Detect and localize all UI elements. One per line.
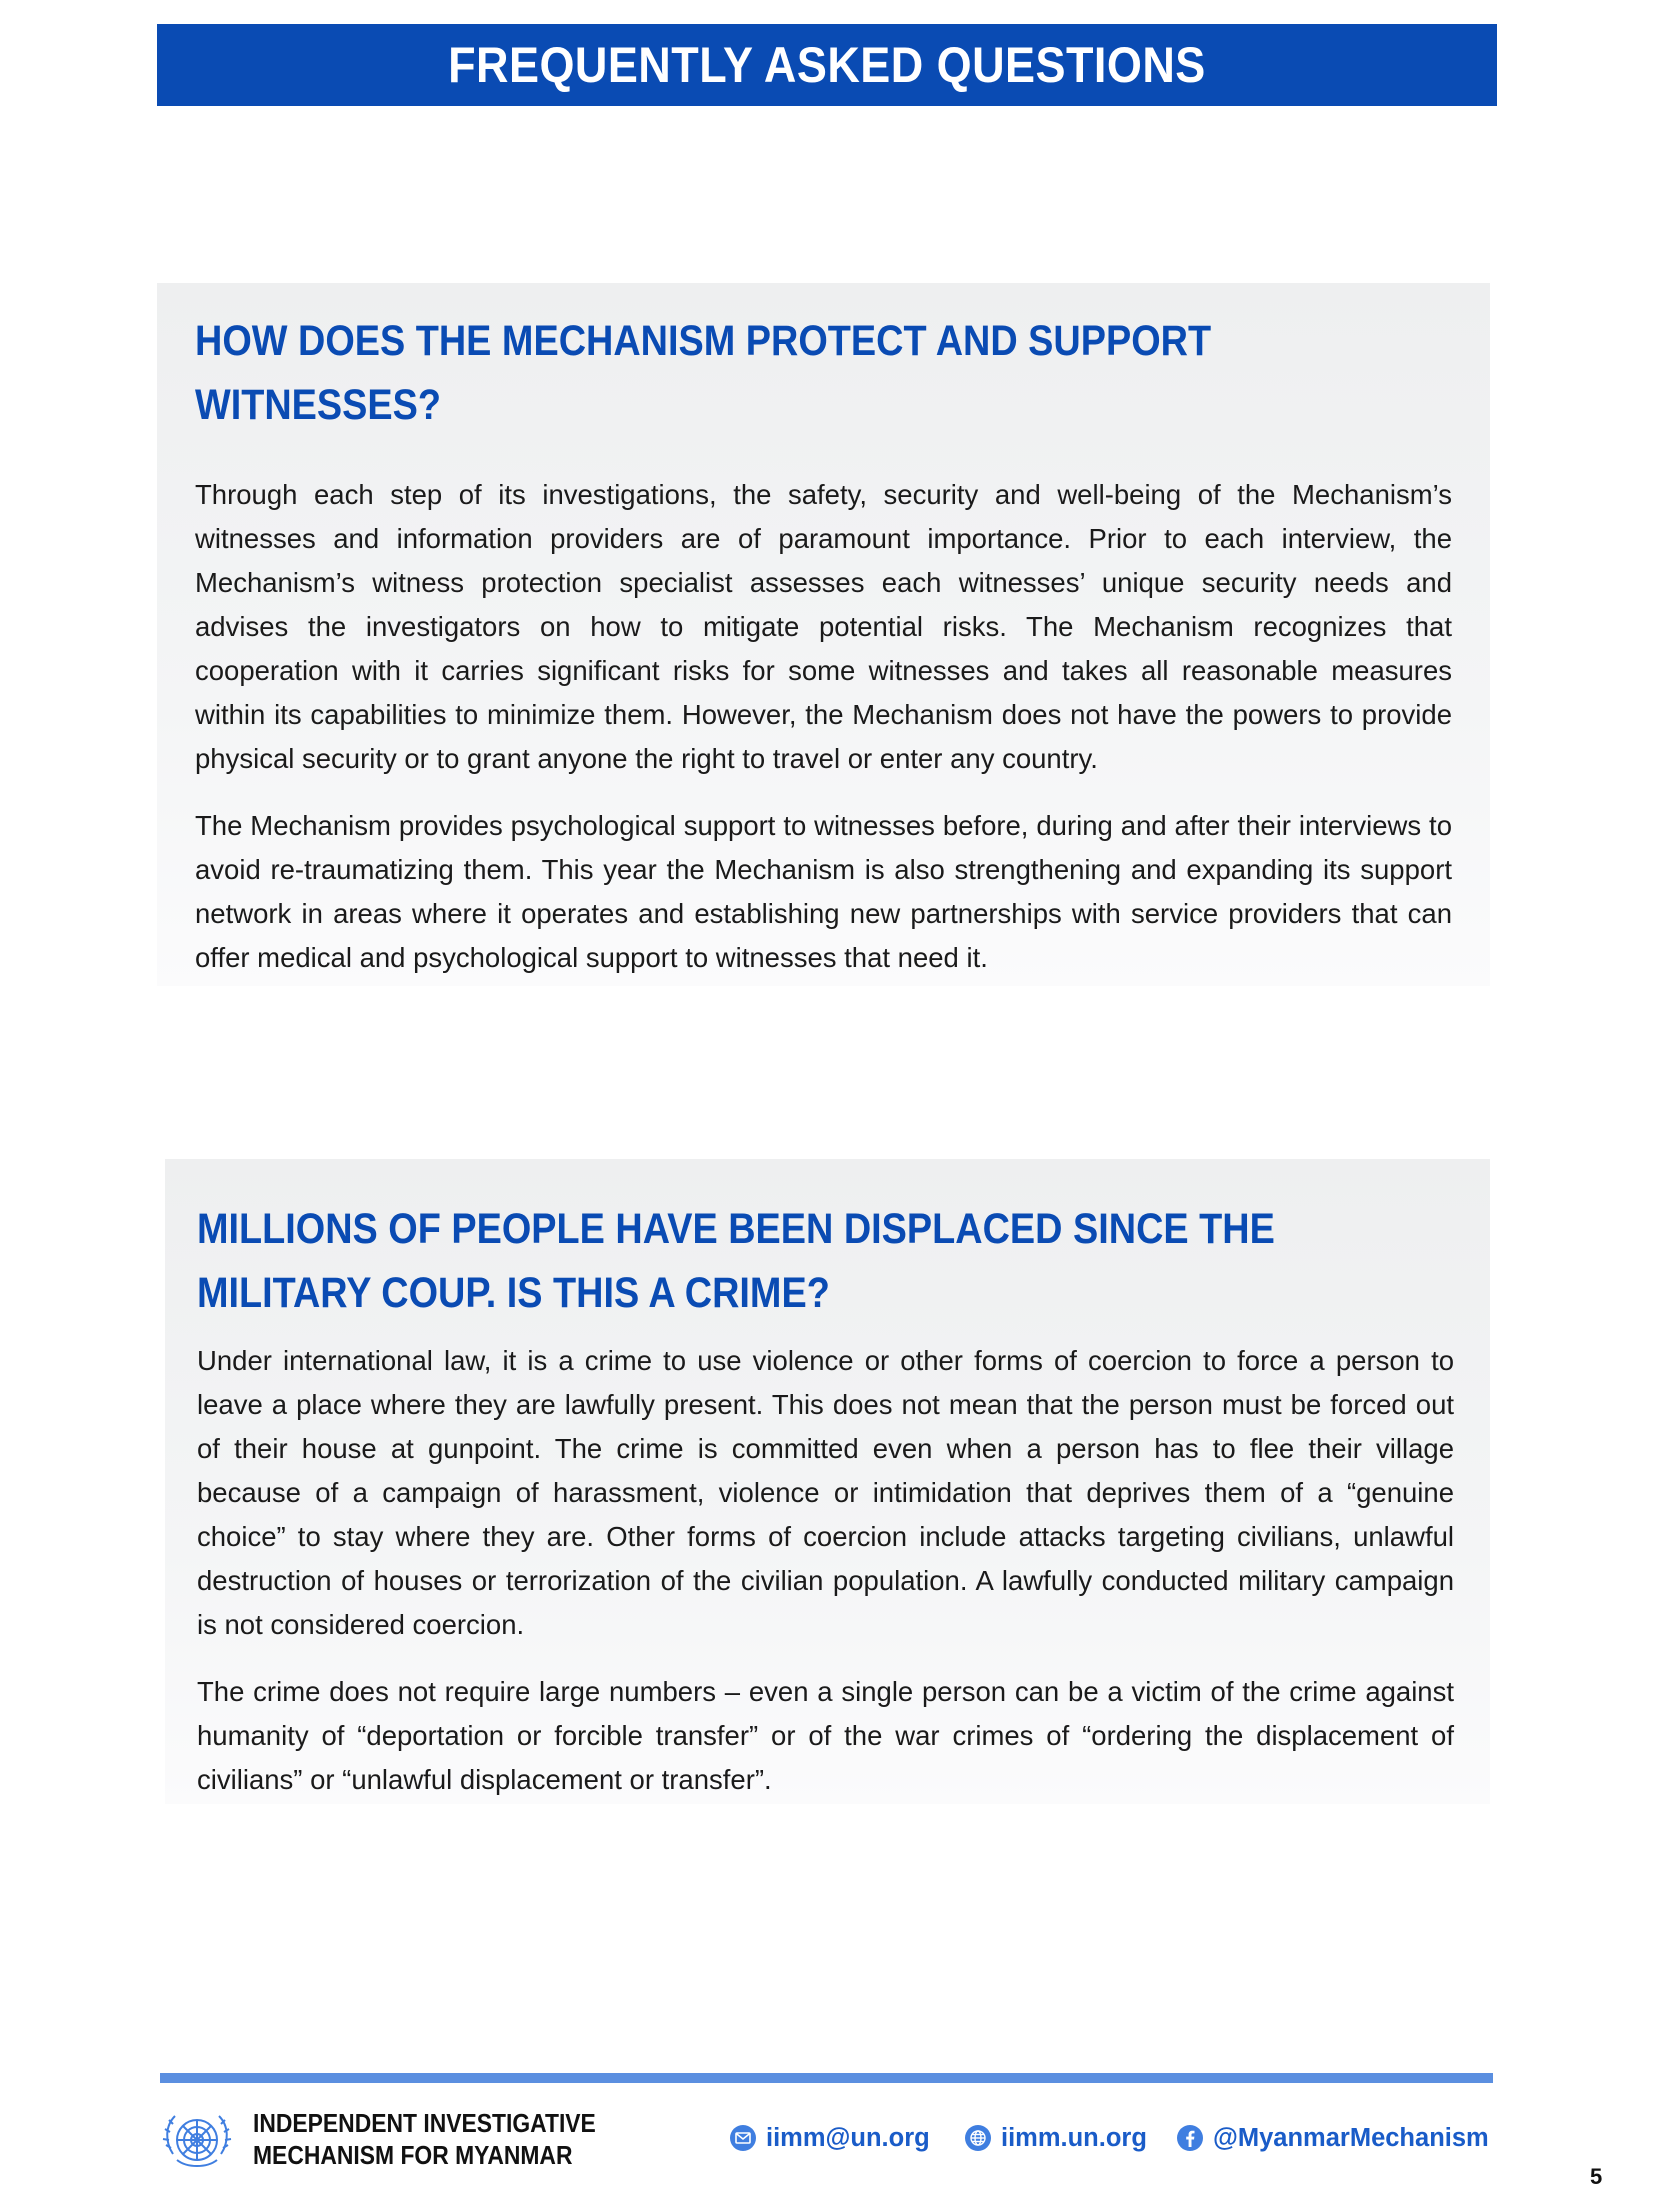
contact-email-link[interactable] — [730, 2118, 930, 2158]
contact-website-text: iimm.un.org — [1001, 2123, 1147, 2152]
organization-name-line1: INDEPENDENT INVESTIGATIVE — [253, 2108, 596, 2138]
page-title: FREQUENTLY ASKED QUESTIONS — [448, 37, 1206, 93]
page-number: 5 — [1590, 2164, 1603, 2187]
faq-answer-paragraph: The crime does not require large numbers – even a single person can be a victim of the crime against humanity of “deportation or forcible transfer” or of the war crimes of “ordering the displacement of civilians” or “unlawful displacement or transfer”. — [197, 1676, 1454, 1795]
contact-facebook-link[interactable] — [1177, 2118, 1489, 2158]
contact-email-text: iimm@un.org — [766, 2123, 930, 2152]
faq-answer-paragraph: The Mechanism provides psychological support to witnesses before, during and after their interviews to avoid re-traumatizing them. This year the Mechanism is also strengthening and expanding its support network in areas where it operates and establishing new partnerships with service providers that can offer medical and psychological support to witnesses that need it. — [195, 810, 1452, 973]
organization-name — [253, 2107, 596, 2171]
email-icon — [730, 2125, 756, 2151]
faq-question: HOW DOES THE MECHANISM PROTECT AND SUPPORT WITNESSES? — [195, 317, 1212, 429]
un-emblem-icon — [157, 2108, 237, 2176]
footer-divider — [160, 2073, 1493, 2083]
faq-answer-paragraph: Under international law, it is a crime to use violence or other forms of coercion to force a person to leave a place where they are lawfully present. This does not mean that the person must be forced out of their house at gunpoint. The crime is committed even when a person has to flee their village because of a campaign of harassment, violence or intimidation that deprives them of a “genuine choice” to stay where they are. Other forms of coercion include attacks targeting civilians, unlawful destruction of houses or terrorization of the civilian population. A lawfully conducted military campaign is not considered coercion. — [197, 1345, 1454, 1640]
facebook-icon — [1177, 2125, 1203, 2151]
faq-question: MILLIONS OF PEOPLE HAVE BEEN DISPLACED SINCE THE MILITARY COUP. IS THIS A CRIME? — [197, 1205, 1275, 1317]
contact-website-link[interactable] — [965, 2118, 1147, 2158]
organization-name-line2: MECHANISM FOR MYANMAR — [253, 2140, 573, 2170]
page-header-banner — [157, 24, 1497, 106]
faq-answer-paragraph: Through each step of its investigations, the safety, security and well-being of the Mechanism’s witnesses and information providers are of paramount importance. Prior to each interview, the Mechanism’s witness protection specialist assesses each witnesses’ unique security needs and advises the investigators on how to mitigate potential risks. The Mechanism recognizes that cooperation with it carries significant risks for some witnesses and takes all reasonable measures within its capabilities to minimize them. However, the Mechanism does not have the powers to provide physical security or to grant anyone the right to travel or enter any country. — [195, 479, 1452, 774]
contact-facebook-text: @MyanmarMechanism — [1213, 2123, 1489, 2152]
globe-icon — [965, 2125, 991, 2151]
faq-card-displacement — [165, 1159, 1490, 1804]
faq-card-witness-protection — [157, 283, 1490, 986]
